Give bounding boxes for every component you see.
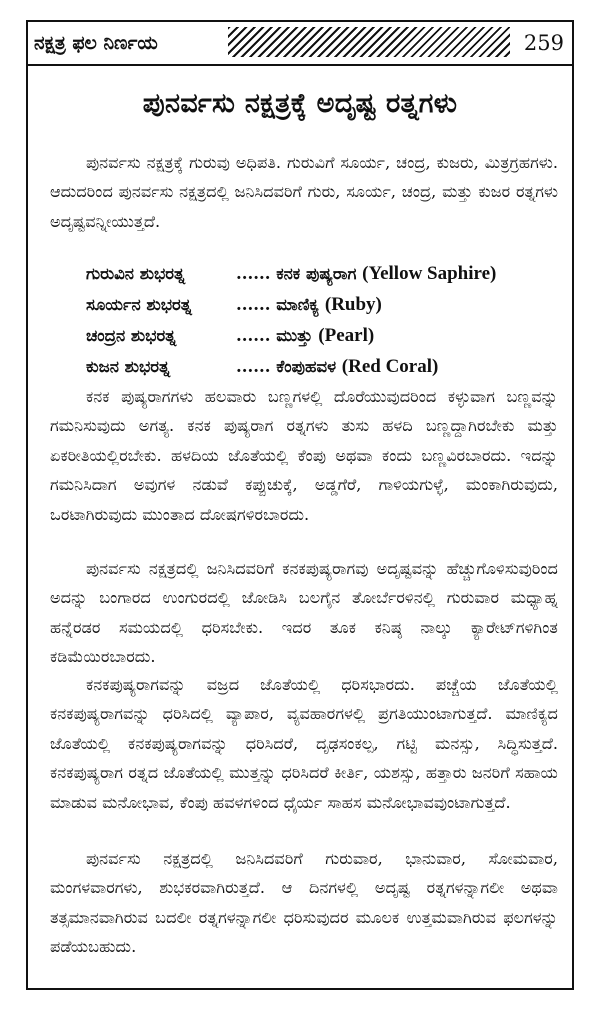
gem-value-group bbox=[236, 258, 496, 289]
gem-value-group bbox=[236, 320, 374, 351]
gem-row bbox=[86, 258, 566, 289]
intro-text: ಪುನರ್ವಸು ನಕ್ಷತ್ರಕ್ಕೆ ಗುರುವು ಅಧಿಪತಿ. ಗುರುವಿಗೆ ಸೂರ್ಯ, ಚಂದ್ರ, ಕುಜರು, ಮಿತ್ರಗ್ರಹಗಳು. ಆದುದರಿಂದ ಪುನರ್ವಸು ನಕ್ಷತ್ರದಲ್ಲಿ ಜನಿಸಿದವರಿಗೆ ಗುರು, ಸೂರ್ಯ, ಚಂದ್ರ, ಮತ್ತು ಕುಜರ ರತ್ನಗಳು ಅದೃಷ್ಟವನ್ನೀಯುತ್ತದೆ. bbox=[50, 153, 558, 231]
body-paragraph-3 bbox=[50, 670, 558, 817]
body-paragraph-1 bbox=[50, 382, 558, 529]
page-frame bbox=[26, 20, 574, 990]
gem-label: ಸೂರ್ಯನ ಶುಭರತ್ನ bbox=[86, 295, 192, 314]
body-paragraph-4 bbox=[50, 844, 558, 962]
header-title: ನಕ್ಷತ್ರ ಫಲ ನಿರ್ಣಯ bbox=[34, 28, 166, 58]
gem-label: ಗುರುವಿನ ಶುಭರತ್ನ bbox=[86, 264, 185, 283]
gem-value: ...... ಮುತ್ತು bbox=[236, 326, 313, 345]
paragraph-text: ಪುನರ್ವಸು ನಕ್ಷತ್ರದಲ್ಲಿ ಜನಿಸಿದವರಿಗೆ ಕನಕಪುಷ್ಯರಾಗವು ಅದೃಷ್ಟವನ್ನು ಹೆಚ್ಚುಗೊಳಿಸುವುರಿಂದ ಅದನ್ನು ಬಂಗಾರದ ಉಂಗುರದಲ್ಲಿ ಜೋಡಿಸಿ ಬಲಗೈನ ತೋರ್ಬೆರಳಿನಲ್ಲಿ ಗುರುವಾರ ಮಧ್ಯಾಹ್ನ ಹನ್ನೆರಡರ ಸಮಯದಲ್ಲಿ ಧರಿಸಬೇಕು. ಇದರ ತೂಕ ಕನಿಷ್ಠ ನಾಲ್ಕು ಕ್ಯಾರೇಟ್‌ಗಳಿಗಿಂತ ಕಡಿಮೆಯಿರಬಾರದು. bbox=[50, 559, 558, 667]
gem-row bbox=[86, 289, 566, 320]
gem-label: ಚಂದ್ರನ ಶುಭರತ್ನ bbox=[86, 326, 177, 345]
gem-value-group bbox=[236, 289, 382, 320]
gem-value-group bbox=[236, 351, 438, 382]
gem-value: ...... ಕನಕ ಪುಷ್ಯರಾಗ bbox=[236, 264, 357, 283]
page-number: 259 bbox=[518, 28, 564, 58]
page-title: ಪುನರ್ವಸು ನಕ್ಷತ್ರಕ್ಕೆ ಅದೃಷ್ಟ ರತ್ನಗಳು bbox=[142, 88, 458, 119]
gem-label: ಕುಜನ ಶುಭರತ್ನ bbox=[86, 357, 170, 376]
gem-value: ...... ಕೆಂಪುಹವಳ bbox=[236, 357, 337, 376]
gem-english: (Yellow Saphire) bbox=[362, 263, 497, 284]
gem-row bbox=[86, 351, 566, 382]
paragraph-text: ಕನಕಪುಷ್ಯರಾಗವನ್ನು ವಜ್ರದ ಜೊತೆಯಲ್ಲಿ ಧರಿಸಭಾರದು. ಪಚ್ಚೆಯ ಜೊತೆಯಲ್ಲಿ ಕನಕಪುಷ್ಯರಾಗವನ್ನು ಧರಿಸಿದಲ್ಲಿ ವ್ಯಾಪಾರ, ವ್ಯವಹಾರಗಳಲ್ಲಿ ಪ್ರಗತಿಯುಂಟಾಗುತ್ತದೆ. ಮಾಣಿಕ್ಯದ ಜೊತೆಯಲ್ಲಿ ಕನಕಪುಷ್ಯರಾಗವನ್ನು ಧರಿಸಿದರೆ, ದೃಢಸಂಕಲ್ಪ, ಗಟ್ಟಿ ಮನಸ್ಸು, ಸಿದ್ಧಿಸುತ್ತದೆ. ಕನಕಪುಷ್ಯರಾಗ ರತ್ನದ ಜೊತೆಯಲ್ಲಿ ಮುತ್ತನ್ನು ಧರಿಸಿದರೆ ಕೀರ್ತಿ, ಯಶಸ್ಸು, ಹತ್ತಾರು ಜನರಿಗೆ ಸಹಾಯ ಮಾಡುವ ಮನೋಭಾವ, ಕೆಂಪು ಹವಳಗಳಿಂದ ಧೈರ್ಯ ಸಾಹಸ ಮನೋಭಾವವುಂಟಾಗುತ್ತದೆ. bbox=[50, 675, 558, 812]
gem-value: ...... ಮಾಣಿಕ್ಯ bbox=[236, 295, 320, 314]
paragraph-text: ಪುನರ್ವಸು ನಕ್ಷತ್ರದಲ್ಲಿ ಜನಿಸಿದವರಿಗೆ ಗುರುವಾರ, ಭಾನುವಾರ, ಸೋಮವಾರ, ಮಂಗಳವಾರಗಳು, ಶುಭಕರವಾಗಿರುತ್ತದೆ. ಆ ದಿನಗಳಲ್ಲಿ ಅದೃಷ್ಟ ರತ್ನಗಳನ್ನಾಗಲೀ ಅಥವಾ ತತ್ಸಮಾನವಾಗಿರುವ ಬದಲೀ ರತ್ನಗಳನ್ನಾಗಲೀ ಧರಿಸುವುದರ ಮೂಲಕ ಉತ್ತಮವಾಗಿರುವ ಫಲಗಳನ್ನು ಪಡೆಯಬಹುದು. bbox=[50, 849, 558, 957]
gem-row bbox=[86, 320, 566, 351]
gem-list bbox=[86, 258, 566, 382]
intro-paragraph bbox=[50, 148, 558, 236]
paragraph-text: ಕನಕ ಪುಷ್ಯರಾಗಗಳು ಹಲವಾರು ಬಣ್ಣಗಳಲ್ಲಿ ದೊರೆಯುವುದರಿಂದ ಕಳ್ಳುವಾಗ ಬಣ್ಣವನ್ನು ಗಮನಿಸುವುದು ಅಗತ್ಯ. ಕನಕ ಪುಷ್ಯರಾಗ ರತ್ನಗಳು ತುಸು ಹಳದಿ ಬಣ್ಣದ್ದಾಗಿರಬೇಕು ಮತ್ತು ಏಕರೀತಿಯಲ್ಲಿರಬೇಕು. ಹಳದಿಯ ಜೊತೆಯಲ್ಲಿ ಕೆಂಪು ಅಥವಾ ಕಂದು ಬಣ್ಣವಿರಬಾರದು. ಇದನ್ನು ಗಮನಿಸಿದಾಗ ಅವುಗಳ ನಡುವೆ ಕಪ್ಪುಚುಕ್ಕೆ, ಅಡ್ಡಗೆರೆ, ಗಾಳಿಯಗುಳ್ಳೆ, ಮಂಕಾಗಿರುವುದು, ಒರಟಾಗಿರುವುದು ಮುಂತಾದ ದೋಷಗಳಿರಬಾರದು. bbox=[50, 387, 558, 524]
body-paragraph-2 bbox=[50, 554, 558, 672]
gem-english: (Pearl) bbox=[318, 325, 375, 346]
running-header bbox=[28, 22, 572, 66]
header-hatch-decoration bbox=[228, 27, 510, 57]
gem-english: (Ruby) bbox=[324, 294, 382, 315]
gem-english: (Red Coral) bbox=[341, 356, 439, 377]
